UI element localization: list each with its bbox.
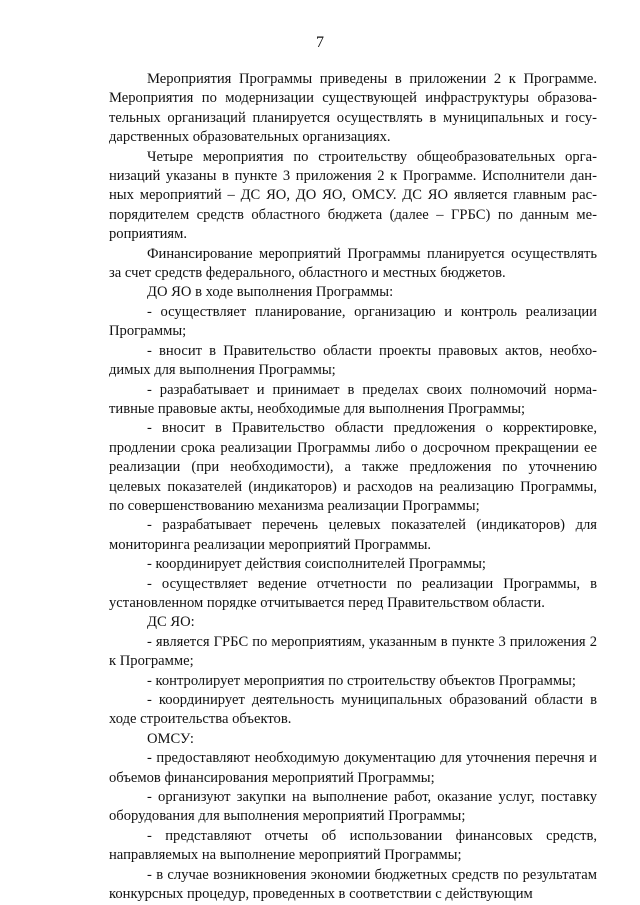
list-item-grbs: - является ГРБС по мероприятиям, указанным в пункте 3 приложения 2 к Программе;	[109, 633, 597, 670]
list-item-reporting: - осуществляет ведение отчетности по реализации Программы, в установленном порядке отчитывается перед Правительством области.	[109, 575, 597, 611]
list-item-documentation: - предоставляют необходимую документацию для уточнения перечня и объемов финансирования мероприятий Программы;	[109, 750, 597, 786]
document-body	[109, 70, 597, 904]
paragraph-omsu-heading: ОМСУ:	[147, 730, 194, 747]
paragraph-do-yao-heading: ДО ЯО в ходе выполнения Программы:	[147, 284, 394, 301]
paragraph-programme-measures: Мероприятия Программы приведены в приложении 2 к Программе. Мероприятия по модернизации существующей инфраструктуры образовательных организаций планируется осуществлять в муниципальных и государственных образовательных организациях.	[109, 71, 597, 146]
list-item-coordination: - координирует действия соисполнителей Программы;	[147, 556, 486, 573]
page-number: 7	[316, 34, 324, 51]
list-item-budget-savings: - в случае возникновения экономии бюджетных средств по результатам конкурсных процедур, проведенных в соответствии с действующим	[109, 866, 597, 903]
list-item-financial-reports: - представляют отчеты об использовании финансовых средств, направляемых на выполнение мероприятий Программы;	[109, 827, 597, 864]
list-item-corrections: - вносит в Правительство области предложения о корректировке, продлении срока реализации Программы либо о досрочном прекращении ее реализации (при необходимости), а также предложения по уточнению целевых показателей (индикаторов) и расходов на реализацию Программы, по совершенствованию механизма реализации Программы;	[109, 420, 597, 514]
list-item-normative-acts: - разрабатывает и принимает в пределах своих полномочий нормативные правовые акты, необходимые для выполнения Программы;	[109, 381, 597, 417]
paragraph-financing: Финансирование мероприятий Программы планируется осуществлять за счет средств федерального, областного и местных бюджетов.	[109, 245, 597, 282]
list-item-municipal-coordination: - координирует деятельность муниципальных образований области в ходе строительства объектов.	[109, 692, 597, 728]
list-item-indicators: - разрабатывает перечень целевых показателей (индикаторов) для мониторинга реализации мероприятий Программы.	[109, 517, 597, 553]
paragraph-construction-measures: Четыре мероприятия по строительству общеобразовательных организаций указаны в пункте 3 приложения 2 к Программе. Исполнители данных мероприятий – ДС ЯО, ДО ЯО, ОМСУ. ДС ЯО является главным распорядителем средств областного бюджета (далее – ГРБС) по данным мероприятиям.	[109, 148, 597, 243]
list-item-procurement: - организуют закупки на выполнение работ, оказание услуг, поставку оборудования для выполнения мероприятий Программы;	[109, 789, 597, 825]
paragraph-ds-yao-heading: ДС ЯО:	[147, 614, 195, 631]
list-item-planning: - осуществляет планирование, организацию и контроль реализации Программы;	[109, 303, 597, 340]
list-item-construction-control: - контролирует мероприятия по строительству объектов Программы;	[147, 672, 576, 689]
list-item-legal-acts: - вносит в Правительство области проекты правовых актов, необходимых для выполнения Программы;	[109, 342, 597, 379]
